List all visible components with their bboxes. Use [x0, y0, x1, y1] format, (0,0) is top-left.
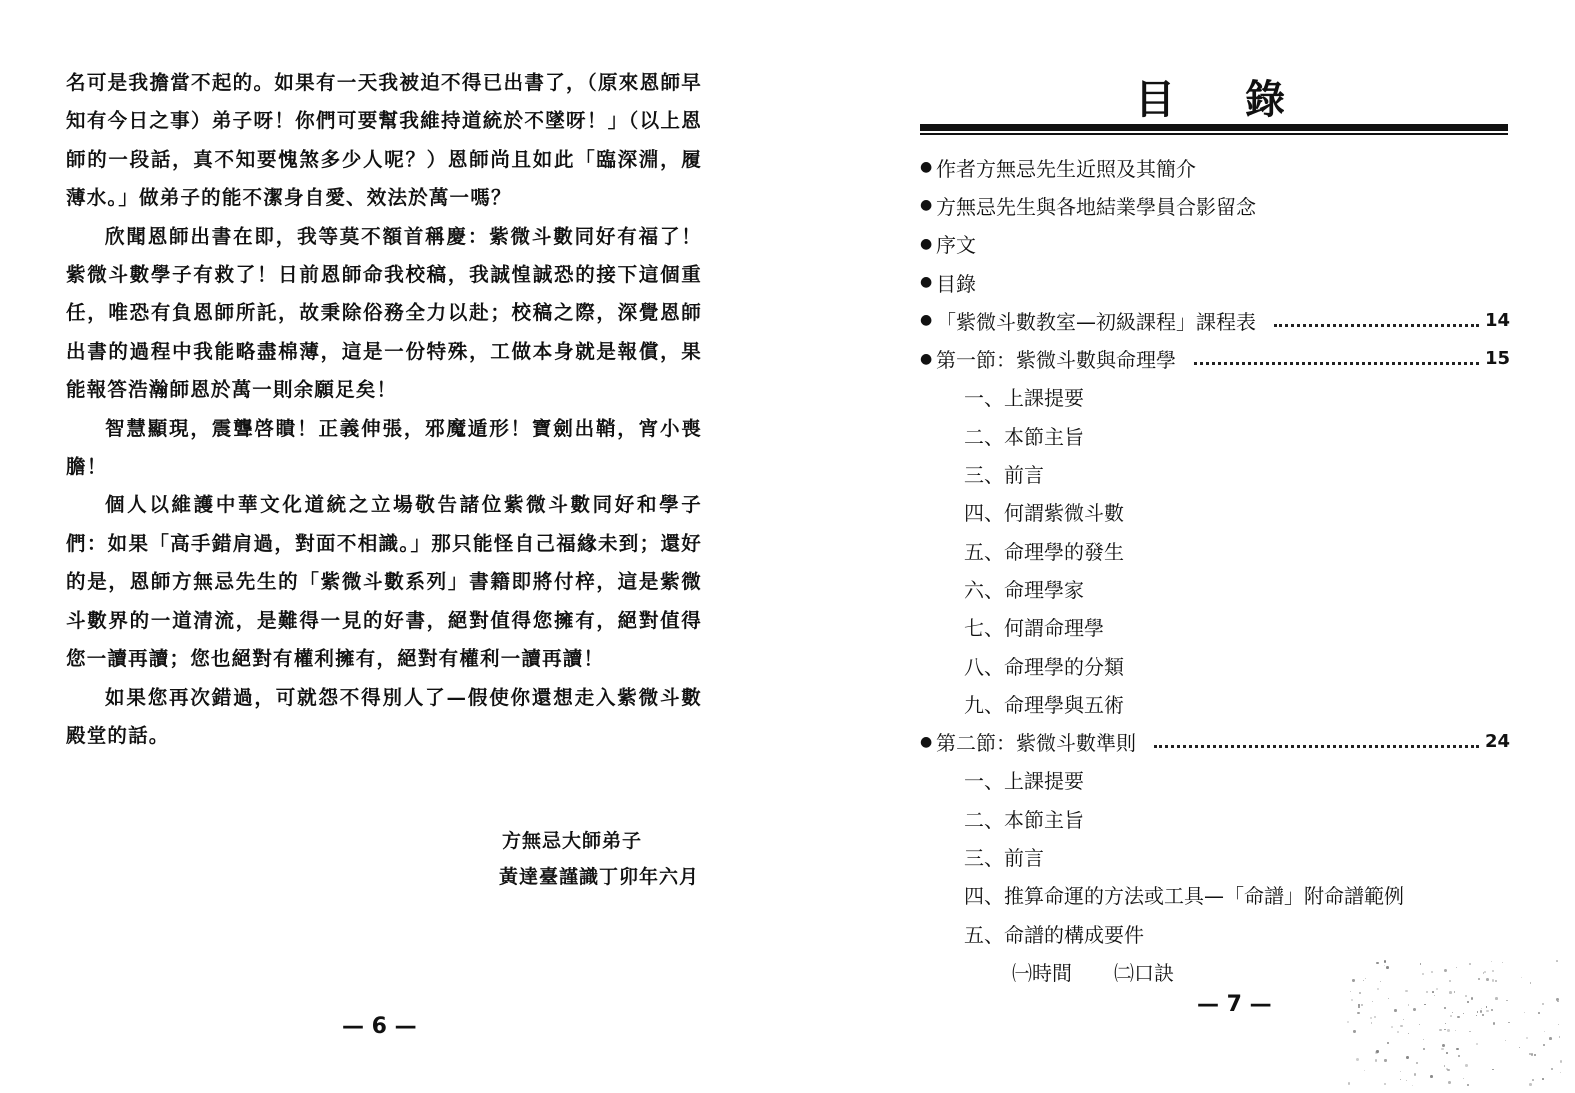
speckle: [1434, 995, 1435, 996]
toc-entry: [920, 378, 1510, 416]
speckle: [1467, 1001, 1468, 1002]
speckle: [1457, 1016, 1460, 1019]
speckle: [1408, 1033, 1409, 1034]
speckle: [1376, 962, 1378, 964]
speckle: [1357, 1012, 1359, 1014]
speckle: [1426, 991, 1427, 992]
toc-entry: [920, 837, 1510, 875]
toc-page-number: 14: [1484, 309, 1510, 331]
speckle: [1558, 1024, 1559, 1025]
speckle: [1524, 1012, 1525, 1013]
speckle: [1364, 1070, 1365, 1071]
speckle: [1463, 1013, 1464, 1014]
toc-entry: [920, 416, 1510, 454]
speckle: [1447, 1029, 1450, 1032]
speckle: [1358, 1006, 1360, 1008]
speckle: [1445, 1023, 1446, 1024]
speckle: [1530, 982, 1532, 984]
toc-entry: [920, 914, 1510, 952]
speckle: [1492, 1069, 1493, 1070]
speckle: [1452, 1012, 1453, 1013]
speckle: [1521, 977, 1522, 978]
speckle: [1400, 1079, 1401, 1080]
dot-leader: [1274, 314, 1479, 327]
speckle: [1432, 991, 1434, 993]
speckle: [1486, 1010, 1489, 1013]
speckle: [1419, 1024, 1420, 1025]
speckle: [1526, 1037, 1528, 1039]
speckle: [1405, 990, 1407, 992]
speckle: [1386, 966, 1389, 969]
toc-entry: [920, 454, 1510, 492]
speckle: [1556, 960, 1558, 962]
speckle: [1414, 1073, 1416, 1075]
title-rule-thick: [920, 124, 1508, 131]
speckle: [1559, 1036, 1561, 1038]
speckle: [1454, 991, 1456, 993]
page-number-right: — 7 —: [1197, 992, 1272, 1017]
speckle: [1560, 1060, 1563, 1063]
speckle: [1384, 1059, 1386, 1061]
speckle: [1495, 997, 1498, 1000]
toc-entry: [920, 493, 1510, 531]
toc-entry: [920, 799, 1510, 837]
speckle: [1442, 1044, 1445, 1047]
toc-title: 目錄: [1135, 77, 1355, 123]
speckle: [1388, 998, 1389, 999]
signature-line-2: 黃達臺謹識丁卯年六月: [498, 866, 699, 888]
speckle: [1505, 1040, 1507, 1042]
speckle: [1439, 1029, 1441, 1031]
speckle: [1477, 1011, 1479, 1013]
speckle: [1351, 999, 1353, 1001]
toc-entry-text: 五、命譜的構成要件: [964, 922, 1144, 947]
signature-line-1: 方無忌大師弟子: [501, 830, 642, 852]
speckle: [1467, 1084, 1469, 1086]
speckle: [1534, 1054, 1536, 1056]
speckle: [1441, 1048, 1444, 1051]
speckle: [1397, 1031, 1399, 1033]
toc-entry: [920, 952, 1510, 990]
toc-entry-text: 二、本節主旨: [964, 807, 1084, 832]
speckle: [1560, 1072, 1561, 1073]
speckle: [1370, 1017, 1373, 1020]
speckle: [1350, 991, 1351, 992]
speckle: [1456, 1048, 1459, 1051]
toc-entry-text: 目錄: [936, 271, 976, 296]
toc-page-number: 15: [1484, 348, 1510, 370]
toc-entry-text: 九、命理學與五術: [964, 692, 1124, 717]
speckle: [1463, 1078, 1464, 1079]
speckle: [1458, 1055, 1460, 1057]
speckle: [1492, 979, 1494, 981]
speckle: [1423, 1039, 1424, 1040]
paragraph: 如果您再次錯過，可就怨不得別人了—假使你還想走入紫微斗數殿堂的話。: [66, 685, 702, 747]
toc-entry: [920, 263, 1510, 301]
speckle: [1391, 1026, 1393, 1028]
speckle: [1495, 980, 1497, 982]
speckle: [1449, 980, 1451, 982]
speckle: [1347, 1021, 1349, 1023]
speckle: [1476, 1015, 1477, 1016]
toc-entry-text: 作者方無忌先生近照及其簡介: [936, 156, 1196, 181]
bullet-icon: ●: [920, 197, 933, 214]
speckle: [1353, 1030, 1355, 1032]
bullet-icon: ●: [920, 312, 933, 329]
bullet-icon: ●: [920, 733, 933, 750]
toc-entry-text: 方無忌先生與各地結業學員合影留念: [936, 194, 1256, 219]
speckle: [1436, 988, 1438, 990]
speckle: [1557, 1001, 1559, 1003]
toc-entry-text: 第一節：紫微斗數與命理學: [936, 348, 1176, 373]
speckle: [1556, 998, 1559, 1001]
speckle: [1529, 1083, 1532, 1086]
speckle: [1416, 1062, 1418, 1064]
bullet-icon: ●: [920, 235, 933, 252]
speckle: [1423, 1048, 1425, 1050]
toc-entry: [920, 608, 1510, 646]
toc-entry: [920, 876, 1510, 914]
speckle: [1359, 992, 1361, 994]
speckle: [1543, 1044, 1545, 1046]
speckle: [1469, 1031, 1470, 1032]
toc-entry: [920, 225, 1510, 263]
speckle: [1476, 1043, 1478, 1045]
speckle: [1455, 1030, 1456, 1031]
toc-entry: [920, 186, 1510, 224]
toc-entry-text: 「紫微斗數教室—初級課程」課程表: [936, 309, 1256, 334]
speckle: [1449, 991, 1452, 994]
speckle: [1538, 1012, 1540, 1014]
speckle: [1444, 1029, 1445, 1030]
bullet-icon: ●: [920, 159, 933, 176]
toc-entry-text: ㈡口訣: [1114, 960, 1174, 985]
speckle: [1465, 995, 1467, 997]
speckle: [1406, 1056, 1409, 1059]
speckle: [1406, 1080, 1407, 1081]
speckle: [1408, 1004, 1410, 1006]
toc-entry-text: 四、何謂紫微斗數: [964, 501, 1124, 526]
speckle: [1375, 1059, 1378, 1062]
toc-entry-text: 第二節：紫微斗數準則: [936, 731, 1136, 756]
toc-entry: [920, 646, 1510, 684]
speckle: [1348, 1082, 1350, 1084]
speckle: [1484, 971, 1486, 973]
speckle: [1356, 1058, 1359, 1061]
toc-entry: [920, 531, 1510, 569]
speckle: [1424, 1004, 1425, 1005]
bullet-icon: ●: [920, 274, 933, 291]
toc-entry-text: 四、推算命運的方法或工具—「命譜」附命譜範例: [964, 884, 1404, 909]
toc-entry-text: 一、上課提要: [964, 769, 1084, 794]
speckle: [1481, 1008, 1482, 1009]
toc-entry: [920, 301, 1510, 339]
left-page-body: [66, 64, 702, 755]
speckle: [1361, 1004, 1362, 1005]
speckle: [1372, 1001, 1373, 1002]
toc-entry: [920, 684, 1510, 722]
paragraph: 個人以維護中華文化道統之立場敬告諸位紫微斗數同好和學子們：如果「高手錯肩過，對面不相識。」那只能怪自己福緣未到；還好的是，恩師方無忌先生的「紫微斗數系列」書籍即將付梓，這是紫微斗數界的一道清流，是難得一見的好書，絕對值得您擁有，絕對值得您一讀再讀；您也絕對有權利擁有，絕對有權利一讀再讀！: [66, 493, 702, 671]
speckle: [1480, 1010, 1483, 1013]
toc-page-number: 24: [1484, 731, 1510, 753]
toc-entry: [920, 339, 1510, 377]
speckle: [1551, 1068, 1553, 1070]
speckle: [1542, 1078, 1544, 1080]
speckle: [1469, 963, 1471, 965]
speckle: [1430, 1075, 1433, 1078]
left-page: [0, 0, 787, 1093]
toc-entry-text: ㈠時間: [1012, 960, 1072, 985]
table-of-contents: [920, 148, 1510, 991]
speckle: [1374, 1016, 1377, 1019]
speckle: [1508, 1022, 1509, 1023]
speckle: [1413, 1008, 1416, 1011]
speckle: [1444, 1007, 1446, 1009]
speckle: [1387, 1042, 1388, 1043]
toc-entry: [920, 722, 1510, 760]
speckle: [1444, 1065, 1446, 1067]
speckle: [1446, 1068, 1448, 1070]
speckle: [1491, 1009, 1494, 1012]
toc-entry: [920, 148, 1510, 186]
speckle: [1493, 1022, 1496, 1025]
dot-leader: [1194, 352, 1479, 365]
speckle: [1450, 1015, 1452, 1017]
speckle: [1352, 979, 1354, 981]
speckle: [1400, 1025, 1402, 1027]
speckle: [1412, 1085, 1413, 1086]
right-page: [787, 0, 1575, 1093]
speckle: [1471, 997, 1474, 1000]
speckle: [1549, 1037, 1552, 1040]
dot-leader: [1154, 735, 1479, 748]
speckle: [1506, 1000, 1507, 1001]
paragraph: 名可是我擔當不起的。如果有一天我被迫不得已出書了，（原來恩師早知有今日之事）弟子呀！你們可要幫我維持道統於不墜呀！」（以上恩師的一段話，真不知要愧煞多少人呢？）恩師尚且如此「臨深淵，履薄水。」做弟子的能不潔身自愛、效法於萬一嗎？: [66, 71, 702, 210]
speckle: [1376, 1050, 1378, 1052]
speckle: [1532, 1079, 1534, 1081]
speckle: [1446, 1052, 1448, 1054]
paragraph: 欣聞恩師出書在即，我等莫不額首稱慶：紫微斗數同好有福了！紫微斗數學子有救了！日前恩師命我校稿，我誠惶誠恐的接下這個重任，唯恐有負恩師所託，故秉除俗務全力以赴；校稿之際，深覺恩師出書的過程中我能略盡棉薄，這是一份特殊，工做本身就是報償，果能報答浩瀚師恩於萬一則余願足矣！: [66, 224, 702, 402]
toc-entry-text: 二、本節主旨: [964, 424, 1084, 449]
toc-entry-text: 一、上課提要: [964, 386, 1084, 411]
toc-entry-text: 三、前言: [964, 845, 1044, 870]
speckle: [1403, 1019, 1404, 1020]
speckle: [1448, 1081, 1451, 1084]
speckle: [1358, 1004, 1360, 1006]
speckle: [1492, 970, 1494, 972]
speckle: [1491, 961, 1492, 962]
speckle: [1394, 1009, 1396, 1011]
speckle: [1519, 1047, 1520, 1048]
speckle: [1400, 1071, 1402, 1073]
speckle: [1482, 1014, 1484, 1016]
toc-entry: [920, 569, 1510, 607]
toc-entry: [920, 761, 1510, 799]
page-number-left: — 6 —: [342, 1014, 417, 1039]
toc-entry-text: 七、何謂命理學: [964, 616, 1104, 641]
toc-entry-text: 五、命理學的發生: [964, 539, 1124, 564]
speckle: [1371, 1022, 1373, 1024]
speckle: [1420, 963, 1421, 964]
speckle: [1465, 1064, 1468, 1067]
speckle: [1542, 1003, 1543, 1004]
toc-entry-text: 六、命理學家: [964, 577, 1084, 602]
toc-entry-text: 序文: [936, 233, 976, 258]
speckle: [1486, 1006, 1488, 1008]
bullet-icon: ●: [920, 350, 933, 367]
title-rule-thin: [920, 133, 1508, 135]
paragraph: 智慧顯現，震聾啓瞶！正義伸張，邪魔遁形！寶劍出鞘，宵小喪膽！: [66, 416, 702, 479]
speckle: [1544, 1031, 1545, 1032]
speckle: [1531, 1053, 1533, 1055]
toc-entry-text: 八、命理學的分類: [964, 654, 1124, 679]
toc-entry-text: 三、前言: [964, 463, 1044, 488]
speckle: [1384, 1083, 1386, 1085]
speckle: [1377, 988, 1379, 990]
